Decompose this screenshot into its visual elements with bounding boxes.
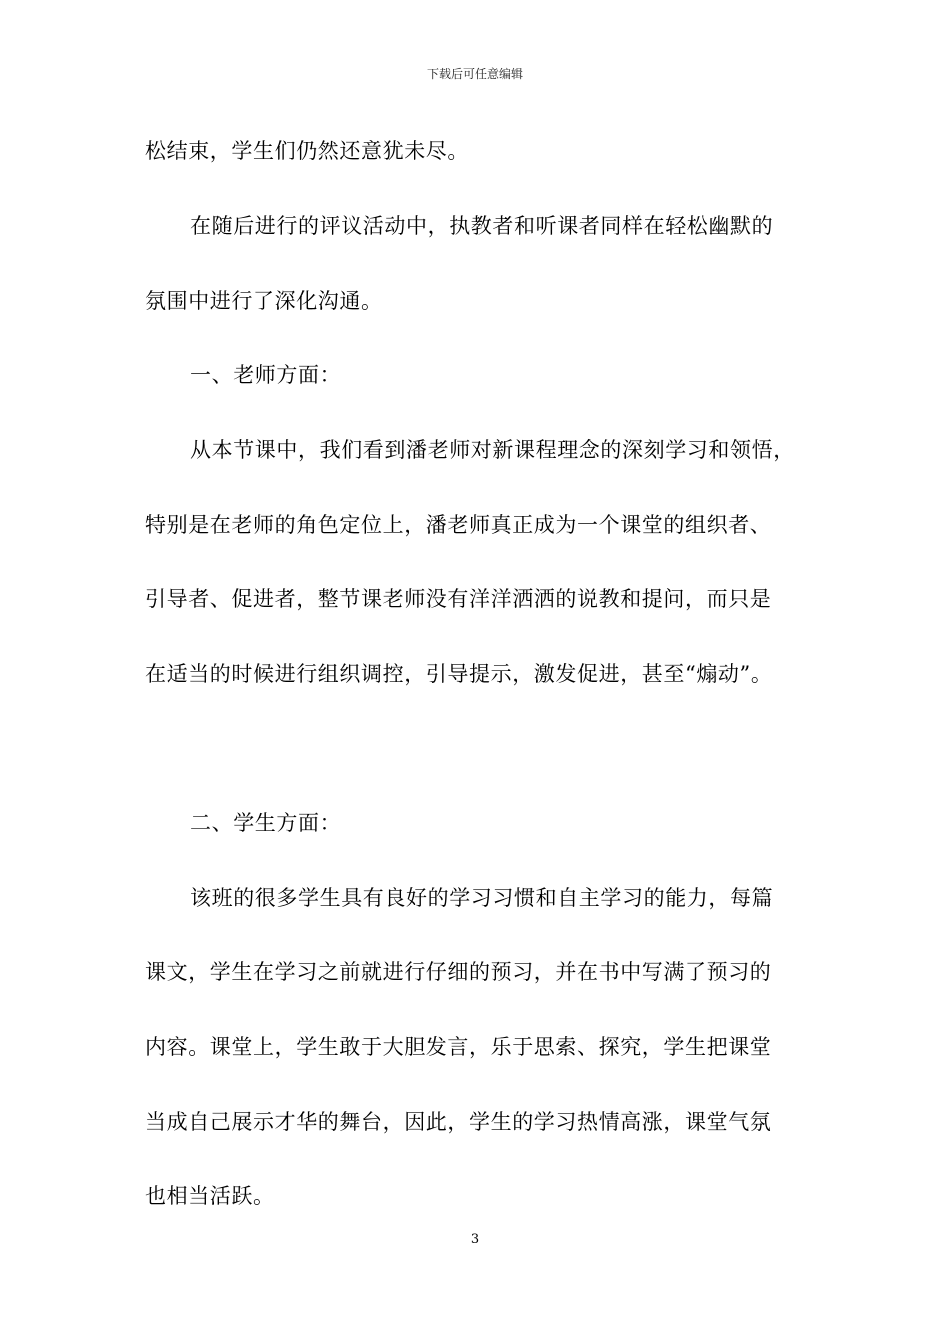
body-line: 氛围中进行了深化沟通。 — [145, 289, 383, 313]
paragraph-start-line: 在随后进行的评议活动中，执教者和听课者同样在轻松幽默的 — [190, 214, 774, 238]
body-line: 课文，学生在学习之前就进行仔细的预习，并在书中写满了预习的 — [145, 960, 772, 984]
page-header: 下载后可任意编辑 — [426, 67, 523, 81]
body-line: 引导者、促进者，整节课老师没有洋洋洒洒的说教和提问，而只是 — [145, 587, 772, 611]
body-line: 特别是在老师的角色定位上，潘老师真正成为一个课堂的组织者、 — [145, 513, 772, 537]
body-line: 在适当的时候进行组织调控，引导提示，激发促进，甚至“煽动”。 — [145, 662, 773, 686]
paragraph-start-line: 从本节课中，我们看到潘老师对新课程理念的深刻学习和领悟， — [190, 438, 795, 462]
paragraph-start-line: 该班的很多学生具有良好的学习习惯和自主学习的能力，每篇 — [190, 886, 774, 910]
body-line: 内容。课堂上，学生敢于大胆发言，乐于思索、探究，学生把课堂 — [145, 1035, 772, 1059]
body-line: 也相当活跃。 — [145, 1184, 275, 1208]
body-line: 松结束，学生们仍然还意犹未尽。 — [145, 139, 469, 163]
page-number: 3 — [470, 1232, 480, 1247]
section-heading-students: 二、学生方面： — [190, 811, 342, 835]
section-heading-teacher: 一、老师方面： — [190, 363, 342, 387]
body-line: 当成自己展示才华的舞台，因此，学生的学习热情高涨，课堂气氛 — [145, 1110, 772, 1134]
